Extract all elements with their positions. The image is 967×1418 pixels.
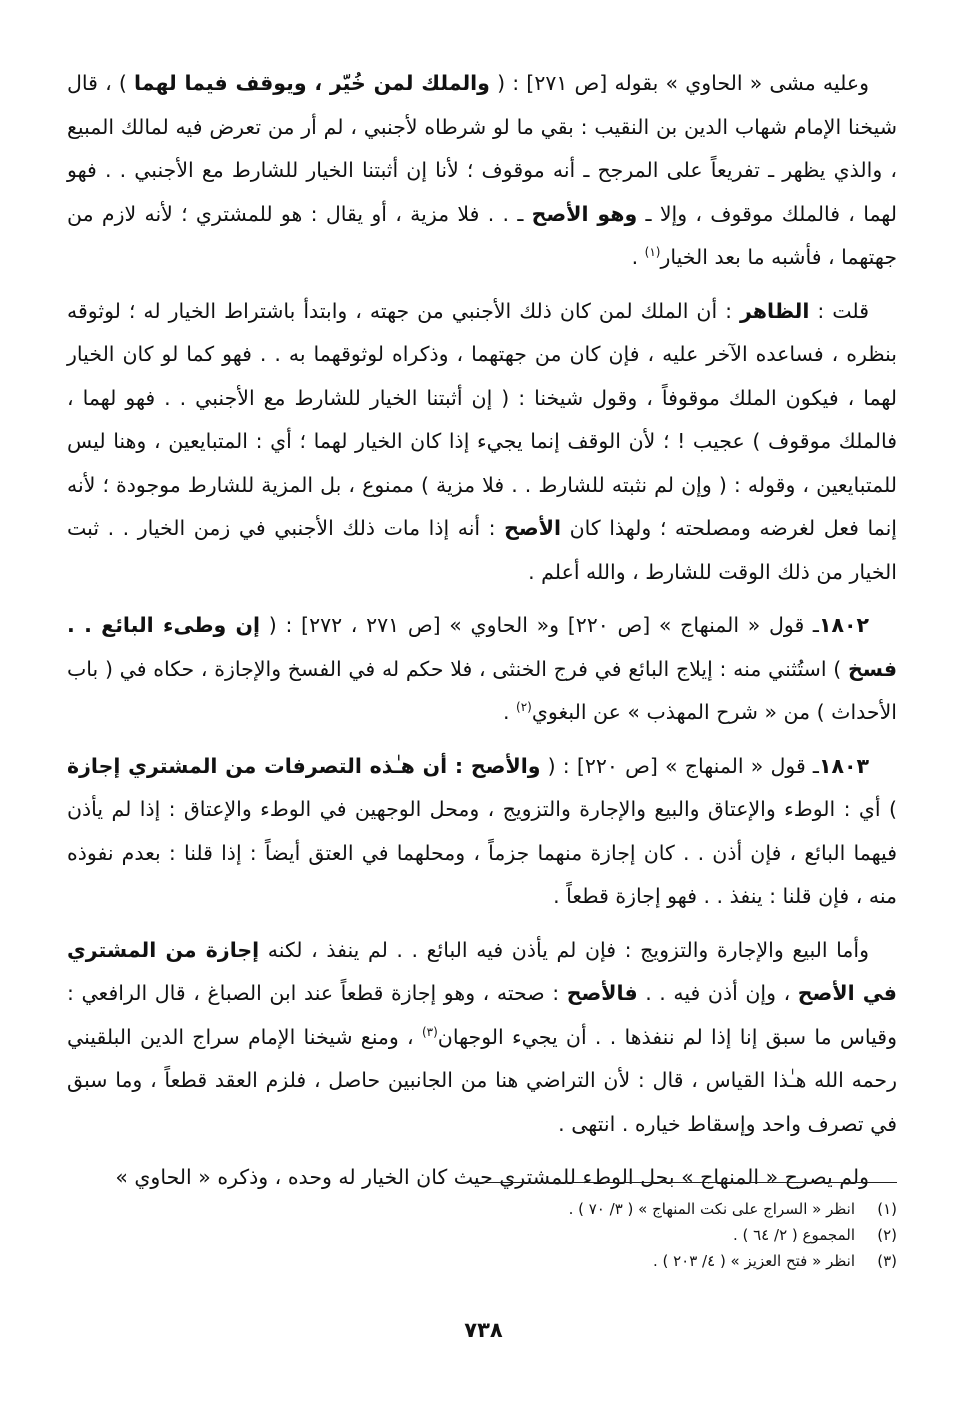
footnote-marker: (٣) [421, 1024, 438, 1039]
paragraph-2 [67, 290, 897, 595]
paragraph-3 [67, 604, 897, 735]
text-run: وعليه مشى « الحاوي » بقوله [ص ٢٧١] : ( [489, 71, 870, 95]
bold-text: والأصح : أن هـٰذه التصرفات من المشتري إجازة [67, 753, 541, 778]
paragraph-4 [67, 745, 897, 919]
footnote-number: (٢) [877, 1226, 897, 1244]
footnote-number: (١) [877, 1200, 897, 1218]
footnote-divider [483, 1182, 897, 1183]
text-run: ـ قول « المنهاج » [ص ٢٢٠] و« الحاوي » [ص ٢٧١ ، ٢٧٢] : ( [260, 613, 819, 637]
text-run: وأما البيع والإجارة والتزويج : فإن لم يأذن فيه البائع . . لم ينفذ ، لكنه [259, 937, 869, 962]
footnote-text: انظر « فتح العزيز » ( ٤/ ٢٠٣ ) . [652, 1252, 855, 1270]
page-number: ٧٣٨ [464, 1318, 503, 1342]
text-run: ) أي : الوطء والإعتاق والبيع والإجارة والتزويج ، ومحل الوجهين في الوطء والإعتاق : إذا لم يأذن فيهما البائع ، فإن أذن . . كان إجازة منهما جزماً ، ومحلهما في العتق أيضاً : إذا قلنا : بعدم نفوذه منه ، فإن قلنا : ينفذ . . فهو إجازة قطعاً . [67, 797, 897, 908]
bold-text: ١٨٠٢ [818, 613, 870, 637]
text-run: . [502, 700, 517, 724]
bold-text: الظاهر [740, 298, 810, 323]
paragraph-5 [67, 929, 897, 1147]
footnote-marker: (٢) [516, 700, 532, 715]
page-body [67, 62, 897, 1210]
text-run: ـ . . فلا مزية ، أو يقال : هو للمشتري ؛ لأنه لازم من جهتهما ، فأشبه ما بعد الخيار [67, 201, 897, 269]
bold-text: إجازة من المشتري في الأصح [67, 937, 897, 1005]
footnote-item [67, 1196, 897, 1222]
footnote-item [67, 1222, 897, 1248]
bold-text: وهو الأصح [531, 201, 638, 226]
bold-text: والملك لمن خُيّر ، ويوقف فيما لهما [134, 71, 490, 95]
bold-text: فالأصح [566, 981, 638, 1005]
text-run: : أن الملك لمن كان ذلك الأجنبي من جهته ، وابتدأ باشتراط الخيار له ؛ لوثوقه بنظره ، فساعده الآخر عليه ، فإن كان من جهتهما ، وذكراه لوثوقهما به . . فهو كما لو كان الخيار لهما ، فيكون الملك موقوفاً ، وقول شيخنا : ( إن أثبتنا الخيار للشارط مع الأجنبي . . فهو لهما ، فالملك موقوف ) عجيب ! ؛ لأن الوقف إنما يجيء إذا كان الخيار لهما ؛ أي : المتبايعين ، وهنا ليس للمتبايعين ، وقوله : ( وإن لم نثبته للشارط . . فلا مزية ) ممنوع ، بل المزية للشارط موجودة ؛ لأنه إنما فعل لغرضه ومصلحته ؛ ولهذا كان [67, 298, 897, 540]
text-run: ) ، قال شيخنا الإمام شهاب الدين بن النقيب : بقي ما لو شرطاه لأجنبي ، لم أر من تعرض فيه لمالك المبيع ، والذي يظهر ـ تفريعاً على المرجح ـ أنه موقوف ؛ لأنا إن أثبتنا الخيار للشارط مع الأجنبي . . فهو لهما ، فالملك موقوف ، وإلا ـ [67, 71, 897, 226]
bold-text: الأصح [504, 516, 562, 540]
text-run: ، ومنع شيخنا الإمام سراج الدين البلقيني رحمه الله هـٰذا القياس ، قال : لأن التراضي هنا من الجانبين حاصل ، فلزم العقد قطعاً ، وما سبق في تصرف واحد وإسقاط خياره . انتهى . [67, 1024, 897, 1136]
bold-text: إن وطىء البائع . . فسخ [67, 613, 897, 681]
text-run: ـ قول « المنهاج » [ص ٢٢٠] : ( [540, 753, 819, 778]
text-run: ) استُثني منه : إيلاج البائع في فرج الخنثى ، فلا حكم له في الفسخ والإجازة ، حكاه في ( باب الأحداث ) من « شرح المهذب » عن البغوي [67, 656, 897, 724]
text-run: ولم يصرح « المنهاج » بحل الوطء للمشتري حيث كان الخيار له وحده ، وذكره « الحاوي » [115, 1165, 869, 1189]
text-run: . [631, 245, 645, 269]
paragraph-1 [67, 62, 897, 280]
footnote-text: انظر « السراج على نكت المنهاج » ( ٣/ ٧٠ ) . [568, 1200, 855, 1218]
text-run: ، وإن أذن فيه . . [637, 981, 798, 1005]
bold-text: ١٨٠٣ [818, 753, 869, 778]
footnotes-section [67, 1196, 897, 1274]
text-run: : صحته ، وهو إجازة قطعاً عند ابن الصباغ ، قال الرافعي : وقياس ما سبق إنا إذا لم ننفذها . . أن يجيء الوجهان [67, 981, 898, 1049]
footnote-text: المجموع ( ٢/ ٦٤ ) . [732, 1226, 855, 1244]
footnote-item [67, 1248, 897, 1274]
footnote-number: (٣) [877, 1252, 897, 1270]
footnote-marker: (١) [644, 245, 661, 260]
text-run: : أنه إذا مات ذلك الأجنبي في زمن الخيار . . ثبت الخيار من ذلك الوقت للشارط ، والله أعلم . [67, 516, 897, 584]
text-run: قلت : [809, 298, 869, 323]
paragraph-6 [67, 1156, 897, 1200]
